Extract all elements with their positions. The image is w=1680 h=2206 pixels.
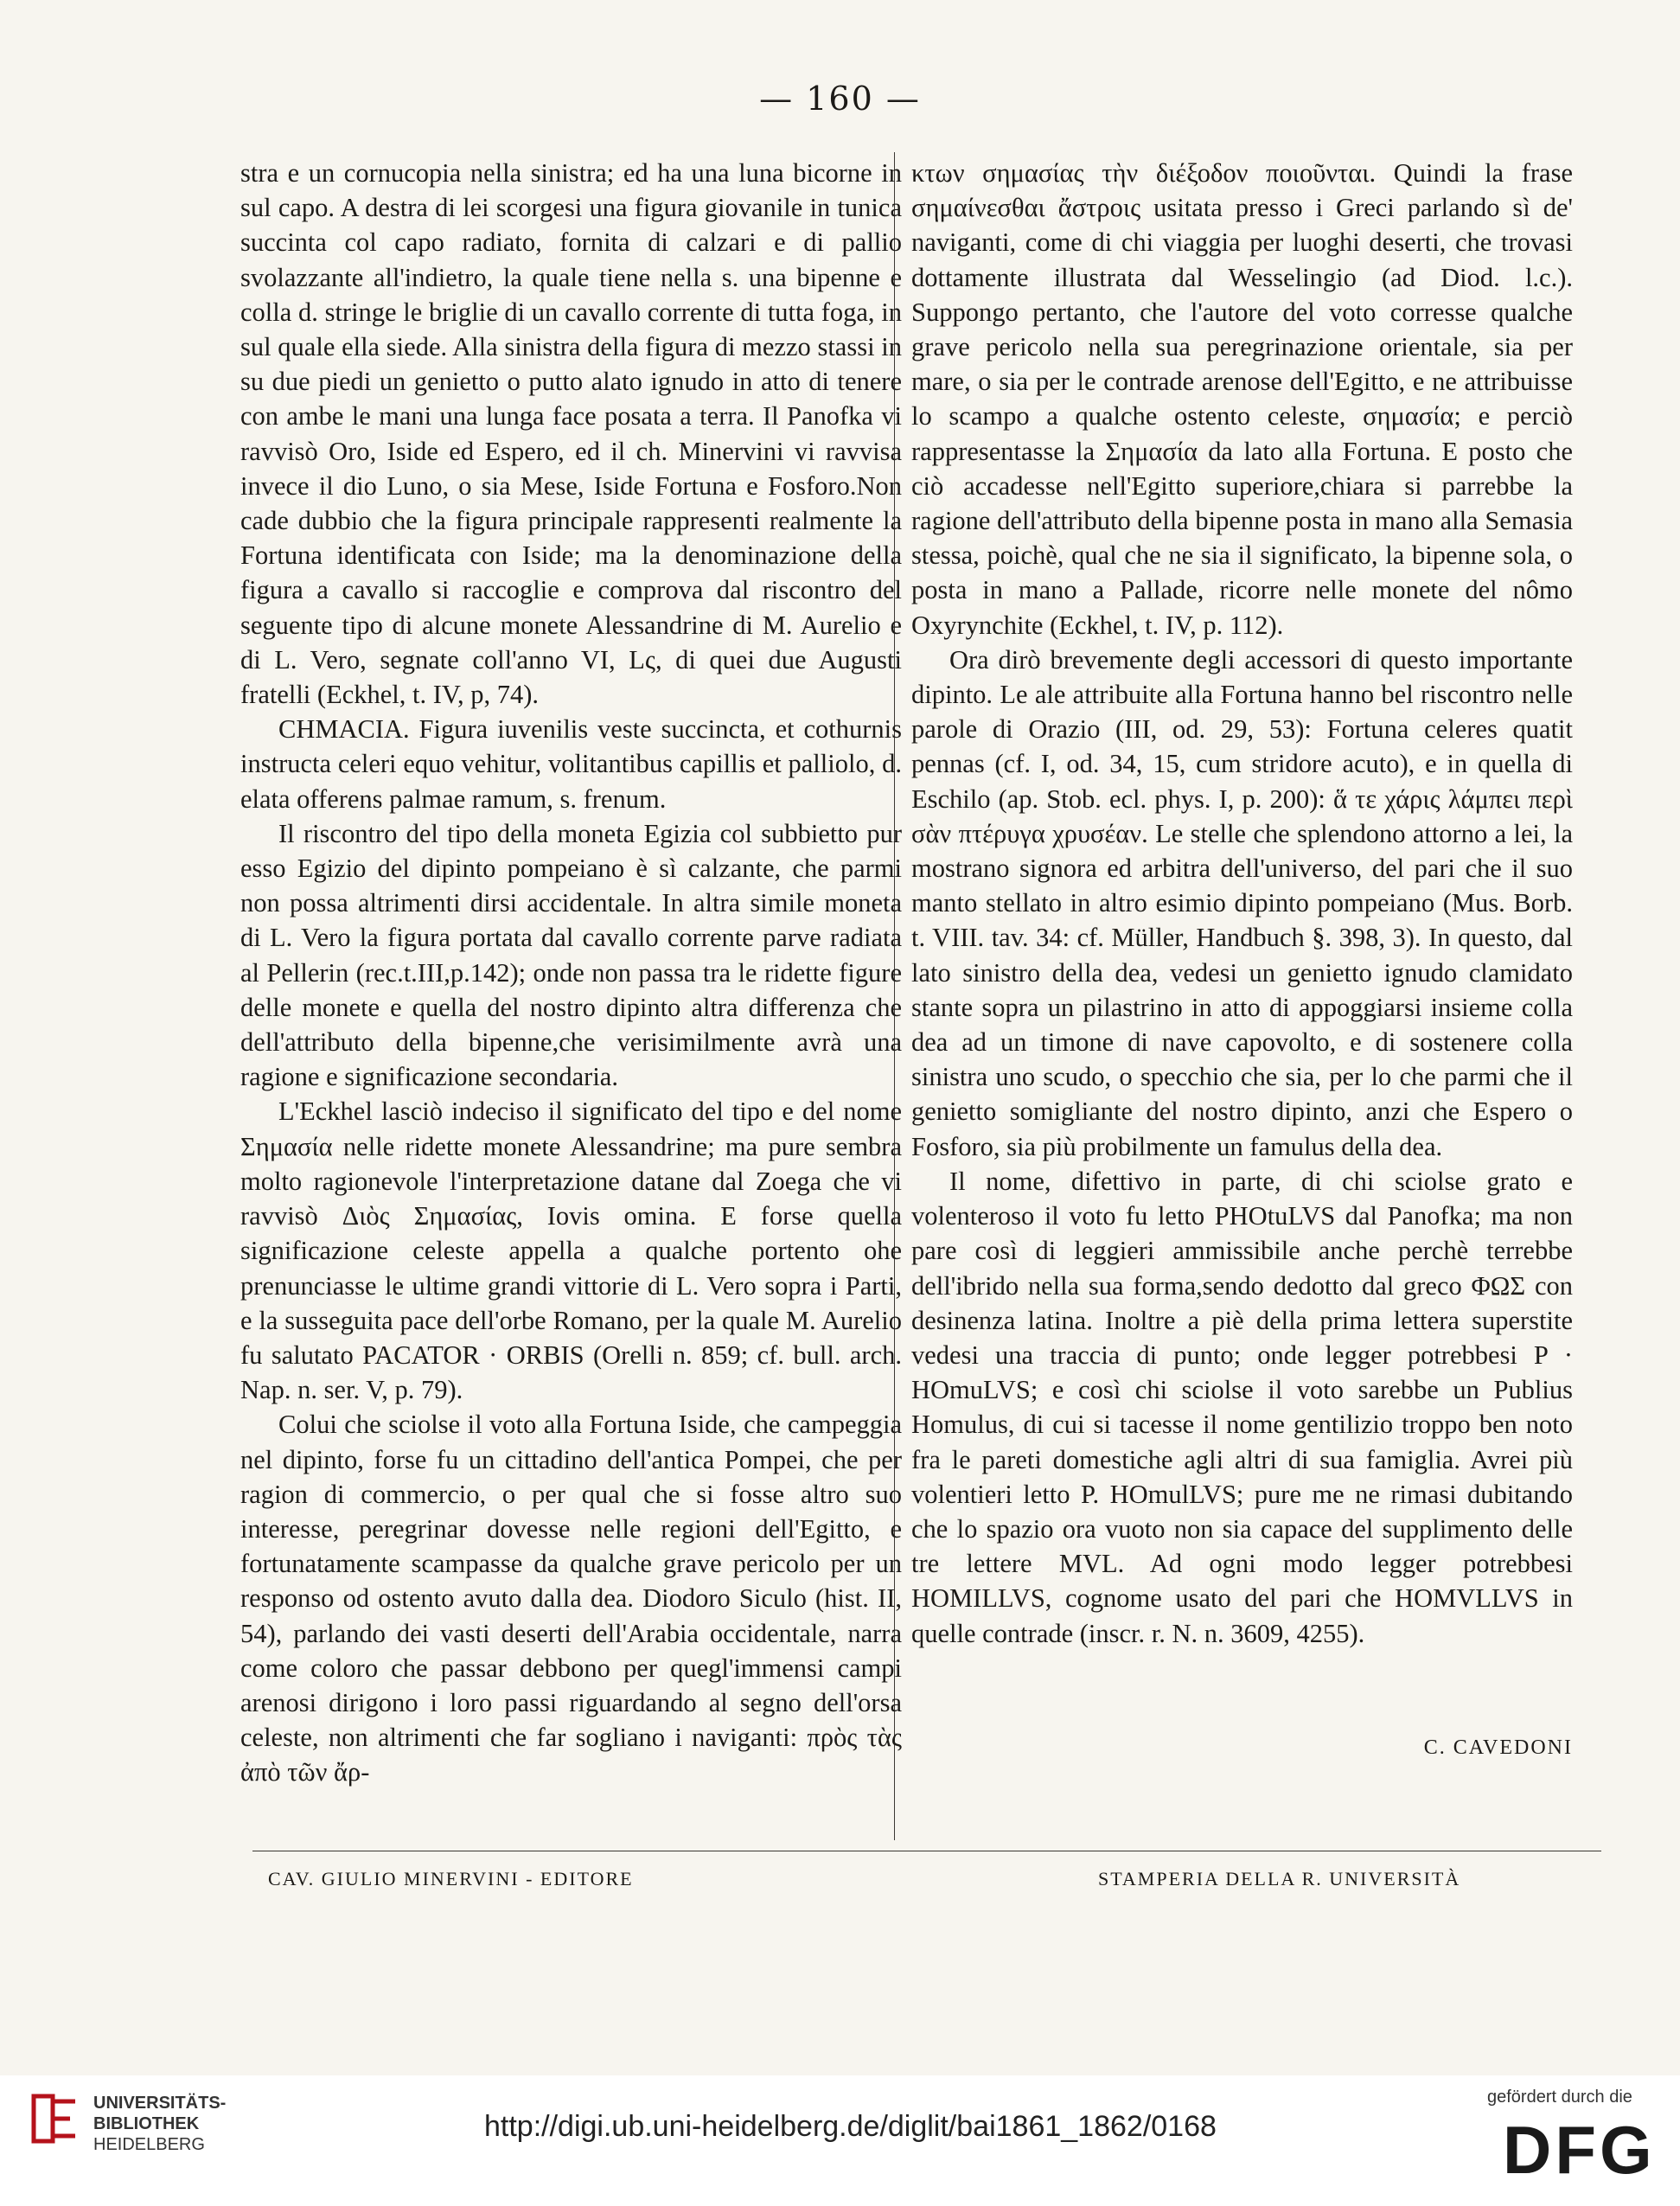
university-logo-icon [30, 2093, 82, 2145]
printer-imprint: STAMPERIA DELLA R. UNIVERSITÀ [1098, 1868, 1461, 1889]
left-paragraph-3: Il riscontro del tipo della moneta Egizia col subbietto pur esso Egizio del dipinto pompeiano è sì calzante, che parmi non possa altrimenti dirsi accidentale. In altra simile moneta di L. Vero la figura portata dal cavallo corrente parve radiata al Pellerin (rec.t.III,p.142); onde non passa tra le ridette figure delle monete e quella del nostro dipinto altra differenza che dell'attributo della bipenne,che verisimilmente avrà una ragione e significazione secondaria. [240, 818, 902, 1092]
right-paragraph-1: κτων σημασίας τὴν διέξοδον ποιοῦνται. Quindi la frase σημαίνεσθαι ἄστροις usitata presso i Greci parlando sì de' naviganti, come di chi viaggia per luoghi deserti, che trovasi dottamente illustrata dal Wesselingio (ad Diod. l.c.). Suppongo pertanto, che l'autore del voto corresse qualche grave pericolo nella sua peregrinazione orientale, sia per mare, o sia per le contrade arenose dell'Egitto, e ne attribuisse lo scampo a qualche ostento celeste, σημασία; e perciò rappresentasse la Σημασία da lato alla Fortuna. E posto che ciò accadesse nell'Egitto superiore,chiara si parrebbe la ragione dell'attributo della bipenne posta in mano alla Semasia stessa, poichè, qual che ne sia il significato, la bipenne sola, o posta in mano a Pallade, ricorre nelle monete del nômo Oxyrynchite (Eckhel, t. IV, p. 112). [911, 158, 1573, 640]
funding-label: gefördert durch die [1487, 2088, 1632, 2107]
library-name [93, 2093, 226, 2155]
right-paragraph-3: Il nome, difettivo in parte, di chi sciolse grato e volenteroso il voto fu letto PHOtuLVS dal Panofka; ma non pare così di leggieri ammissibile anche perchè terrebbe dell'ibrido nella sua forma,sendo dedotto dal greco ΦΩΣ con desinenza latina. Inoltre a piè della prima lettera superstite vedesi una traccia di punto; onde legger potrebbesi P · HOmuLVS; e così chi sciolse il voto sarebbe un Publius Homulus, di cui si tacesse il nome gentilizio troppo ben noto fra le pareti domestiche agli altri di sua famiglia. Avrei più volentieri letto P. HOmulLVS; pure me ne rimasi dubitando che lo spazio ora vuoto non sia capace del supplimento delle tre lettere MVL. Ad ogni modo legger potrebbesi HOMILLVS, cognome usato del pari che HOMVLLVS in quelle contrade (inscr. r. N. n. 3609, 4255). [911, 1166, 1573, 1648]
left-paragraph-2: CHMACIA. Figura iuvenilis veste succincta, et cothurnis instructa celeri equo vehitur, volitantibus capillis et palliolo, d. elata offerens palmae ramum, s. frenum. [240, 714, 902, 814]
publisher-imprint: CAV. GIULIO MINERVINI - EDITORE [268, 1868, 634, 1889]
left-paragraph-4: L'Eckhel lasciò indeciso il significato del tipo e del nome Σημασία nelle ridette monete Alessandrine; ma pure sembra molto ragionevole l'interpretazione datane dal Zoega che vi ravvisò Διὸς Σημασίας, Iovis omina. E forse quella significazione celeste appella a qualche portento ohe prenunciasse le ultime grandi vittorie di L. Vero sopra i Parti, e la susseguita pace dell'orbe Romano, per la quale M. Aurelio fu salutato PACATOR · ORBIS (Orelli n. 859; cf. bull. arch. Nap. n. ser. V, p. 79). [240, 1097, 902, 1405]
left-paragraph-1: stra e un cornucopia nella sinistra; ed ha una luna bicorne in sul capo. A destra di lei scorgesi una figura giovanile in tunica succinta col capo radiato, fornita di calzari e di pallio svolazzante all'indietro, la quale tiene nella s. una bipenne e colla d. stringe le briglie di un cavallo corrente di tutta foga, in sul quale ella siede. Alla sinistra della figura di mezzo stassi in su due piedi un genietto o putto alato ignudo in atto di tenere con ambe le mani una lunga face posata a terra. Il Panofka vi ravvisò Oro, Iside ed Espero, ed il ch. Minervini vi ravvisa invece il dio Luno, o sia Mese, Iside Fortuna e Fosforo.Non cade dubbio che la figura principale rappresenti realmente la Fortuna identificata con Iside; ma la denominazione della figura a cavallo si raccoglie e comprova dal riscontro del seguente tipo di alcune monete Alessandrine di M. Aurelio e di L. Vero, segnate coll'anno VI, Lς, di quei due Augusti fratelli (Eckhel, t. IV, p, 74). [240, 158, 902, 710]
left-paragraph-5: Colui che sciolse il voto alla Fortuna Iside, che campeggia nel dipinto, forse fu un cittadino dell'antica Pompei, che per ragion di commercio, o per qual che si fosse altro suo interesse, peregrinar dovesse nelle regioni dell'Egitto, e fortunatamente scampasse da qualche grave pericolo per un responso od ostento avuto dalla dea. Diodoro Siculo (hist. II, 54), parlando dei vasti deserti dell'Arabia occidentale, narra come coloro che passar debbono per quegl'immensi campi arenosi dirigono i loro passi riguardando al segno dell'orsa celeste, non altrimenti che far sogliano i naviganti: πρὸς τὰς ἀπὸ τῶν ἄρ- [240, 1410, 902, 1787]
library-line-1: UNIVERSITÄTS- [93, 2094, 227, 2113]
library-line-3: HEIDELBERG [93, 2135, 205, 2154]
permalink-url[interactable]: http://digi.ub.uni-heidelberg.de/diglit/bai1861_1862/0168 [484, 2110, 1217, 2143]
page-number: — 160 — [759, 80, 921, 118]
dfg-logo: DFG [1503, 2112, 1656, 2188]
author-signature: C. CAVEDONI [1423, 1736, 1573, 1759]
right-paragraph-2: Ora dirò brevemente degli accessori di questo importante dipinto. Le ale attribuite alla Fortuna hanno bel riscontro nelle parole di Orazio (III, od. 29, 53): Fortuna celeres quatit pennas (cf. I, od. 34, 15, cum stridore acuto), e in quella di Eschilo (ap. Stob. ecl. phys. I, p. 200): ἅ τε χάρις λάμπει περὶ σὰν πτέρυγα χρυσέαν. Le stelle che splendono attorno a lei, la mostrano signora ed arbitra dell'universo, del pari che il suo manto stellato in altro esimio dipinto pompeiano (Mus. Borb. t. VIII. tav. 34: cf. Müller, Handbuch §. 398, 3). In questo, dal lato sinistro della dea, vedesi un genietto ignudo clamidato stante sopra un pilastrino in atto di appoggiarsi insieme colla dea ad un timone di nave capovolto, e di sostenere colla sinistra uno scudo, o specchio che sia, per lo che parmi che il genietto somigliante del nostro dipinto, anzi che Espero o Fosforo, sia più probilmente un famulus della dea. [911, 644, 1573, 1161]
library-line-2: BIBLIOTHEK [93, 2114, 200, 2133]
left-column [240, 156, 902, 1790]
right-column [911, 156, 1573, 1651]
